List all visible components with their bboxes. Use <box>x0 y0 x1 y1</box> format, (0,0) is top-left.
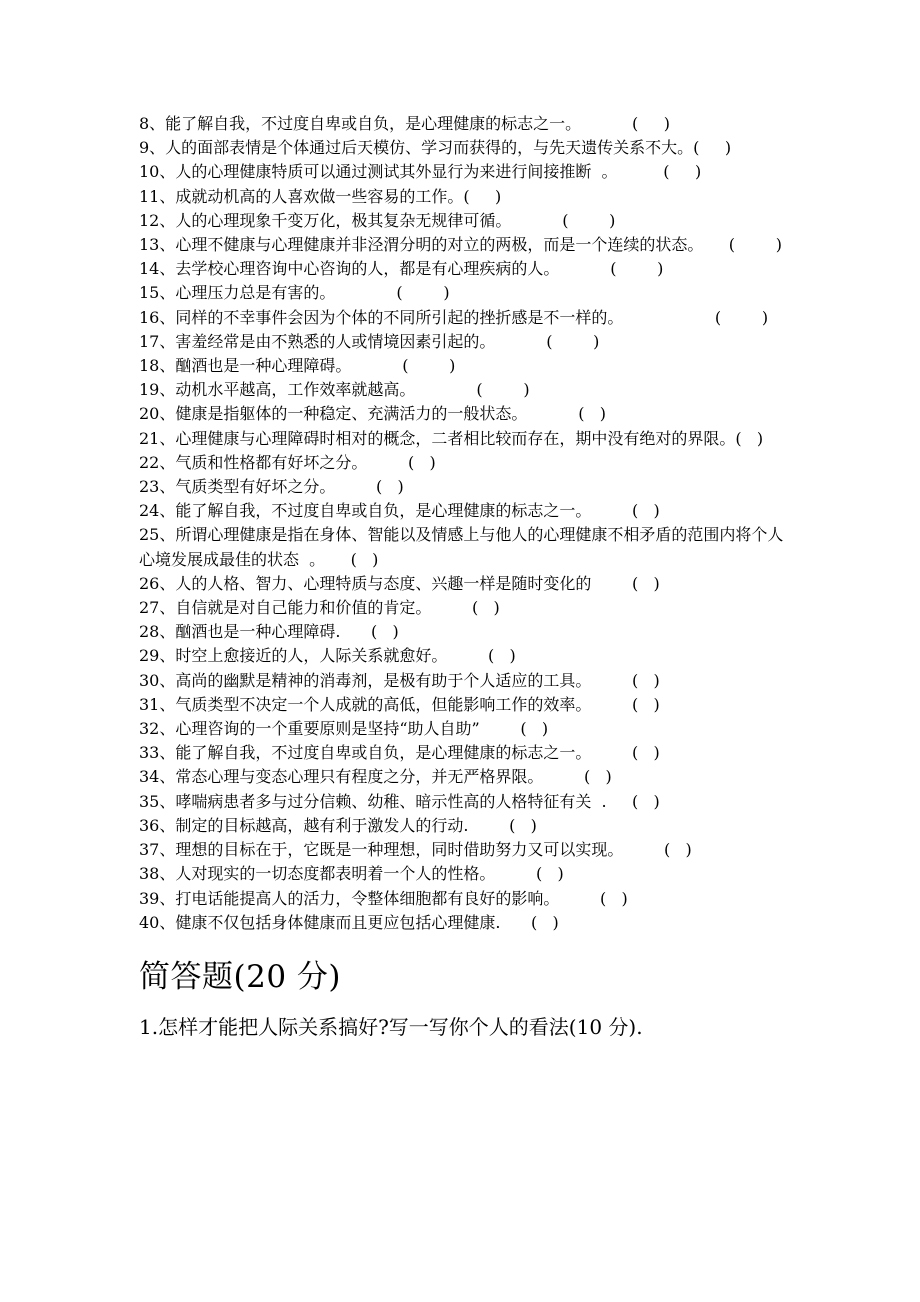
statement-item: 20、健康是指躯体的一种稳定、充满活力的一般状态。 ( ) <box>139 404 606 424</box>
statement-item: 12、人的心理现象千变万化，极其复杂无规律可循。 ( ) <box>139 210 616 230</box>
statement-item: 39、打电话能提高人的活力，令整体细胞都有良好的影响。 ( ) <box>139 888 628 908</box>
statement-item: 38、人对现实的一切态度都表明着一个人的性格。 ( ) <box>139 864 564 884</box>
statement-item: 26、人的人格、智力、心理特质与态度、兴趣一样是随时变化的 ( ) <box>139 573 660 593</box>
statement-item: 33、能了解自我，不过度自卑或自负，是心理健康的标志之一。 ( ) <box>139 743 660 763</box>
statement-item: 14、去学校心理咨询中心咨询的人，都是有心理疾病的人。 ( ) <box>139 259 664 279</box>
statement-item: 10、人的心理健康特质可以通过测试其外显行为来进行间接推断 。 ( ) <box>139 162 702 182</box>
essay-question: 1.怎样才能把人际关系搞好?写一写你个人的看法(10 分). <box>139 1014 643 1039</box>
statement-item: 35、哮喘病患者多与过分信赖、幼稚、暗示性高的人格特征有关 . ( ) <box>139 791 660 811</box>
statement-item: 18、酗酒也是一种心理障碍。 ( ) <box>139 356 456 376</box>
statement-item: 27、自信就是对自己能力和价值的肯定。 ( ) <box>139 598 500 618</box>
statement-item: 9、人的面部表情是个体通过后天模仿、学习而获得的，与先天遗传关系不大。( ) <box>139 138 732 158</box>
document-page <box>139 112 789 1041</box>
statement-item: 25、所谓心理健康是指在身体、智能以及情感上与他人的心理健康不相矛盾的范围内将个人心境发展成最佳的状态 。 ( ) <box>139 525 784 569</box>
statement-item: 22、气质和性格都有好坏之分。 ( ) <box>139 452 436 472</box>
section-title: 简答题(20 分) <box>139 958 341 995</box>
statement-item: 11、成就动机高的人喜欢做一些容易的工作。( ) <box>139 186 502 206</box>
statement-item: 19、动机水平越高，工作效率就越高。 ( ) <box>139 380 530 400</box>
statement-item: 21、心理健康与心理障碍时相对的概念，二者相比较而存在，期中没有绝对的界限。( ) <box>139 428 764 448</box>
statement-item: 23、气质类型有好坏之分。 ( ) <box>139 477 404 497</box>
statement-item: 24、能了解自我，不过度自卑或自负，是心理健康的标志之一。 ( ) <box>139 501 660 521</box>
statement-item: 13、心理不健康与心理健康并非泾渭分明的对立的两极，而是一个连续的状态。 ( ) <box>139 235 782 255</box>
statement-item: 8、能了解自我，不过度自卑或自负，是心理健康的标志之一。 ( ) <box>139 114 670 133</box>
statement-item: 16、同样的不幸事件会因为个体的不同所引起的挫折感是不一样的。 ( ) <box>139 307 769 327</box>
statement-item: 31、气质类型不决定一个人成就的高低，但能影响工作的效率。 ( ) <box>139 694 660 714</box>
statement-item: 34、常态心理与变态心理只有程度之分，并无严格界限。 ( ) <box>139 767 612 787</box>
statement-item: 17、害羞经常是由不熟悉的人或情境因素引起的。 ( ) <box>139 331 600 351</box>
true-false-items <box>139 112 789 935</box>
statement-item: 36、制定的目标越高，越有利于激发人的行动. ( ) <box>139 815 537 835</box>
statement-item: 15、心理压力总是有害的。 ( ) <box>139 283 450 303</box>
statement-item: 28、酗酒也是一种心理障碍. ( ) <box>139 622 399 642</box>
statement-item: 30、高尚的幽默是精神的消毒剂，是极有助于个人适应的工具。 ( ) <box>139 670 660 690</box>
statement-item: 32、心理咨询的一个重要原则是坚持“助人自助” ( ) <box>139 719 549 739</box>
statement-item: 29、时空上愈接近的人，人际关系就愈好。 ( ) <box>139 646 516 666</box>
statement-item: 37、理想的目标在于，它既是一种理想，同时借助努力又可以实现。 ( ) <box>139 840 692 860</box>
statement-item: 40、健康不仅包括身体健康而且更应包括心理健康. ( ) <box>139 912 559 932</box>
